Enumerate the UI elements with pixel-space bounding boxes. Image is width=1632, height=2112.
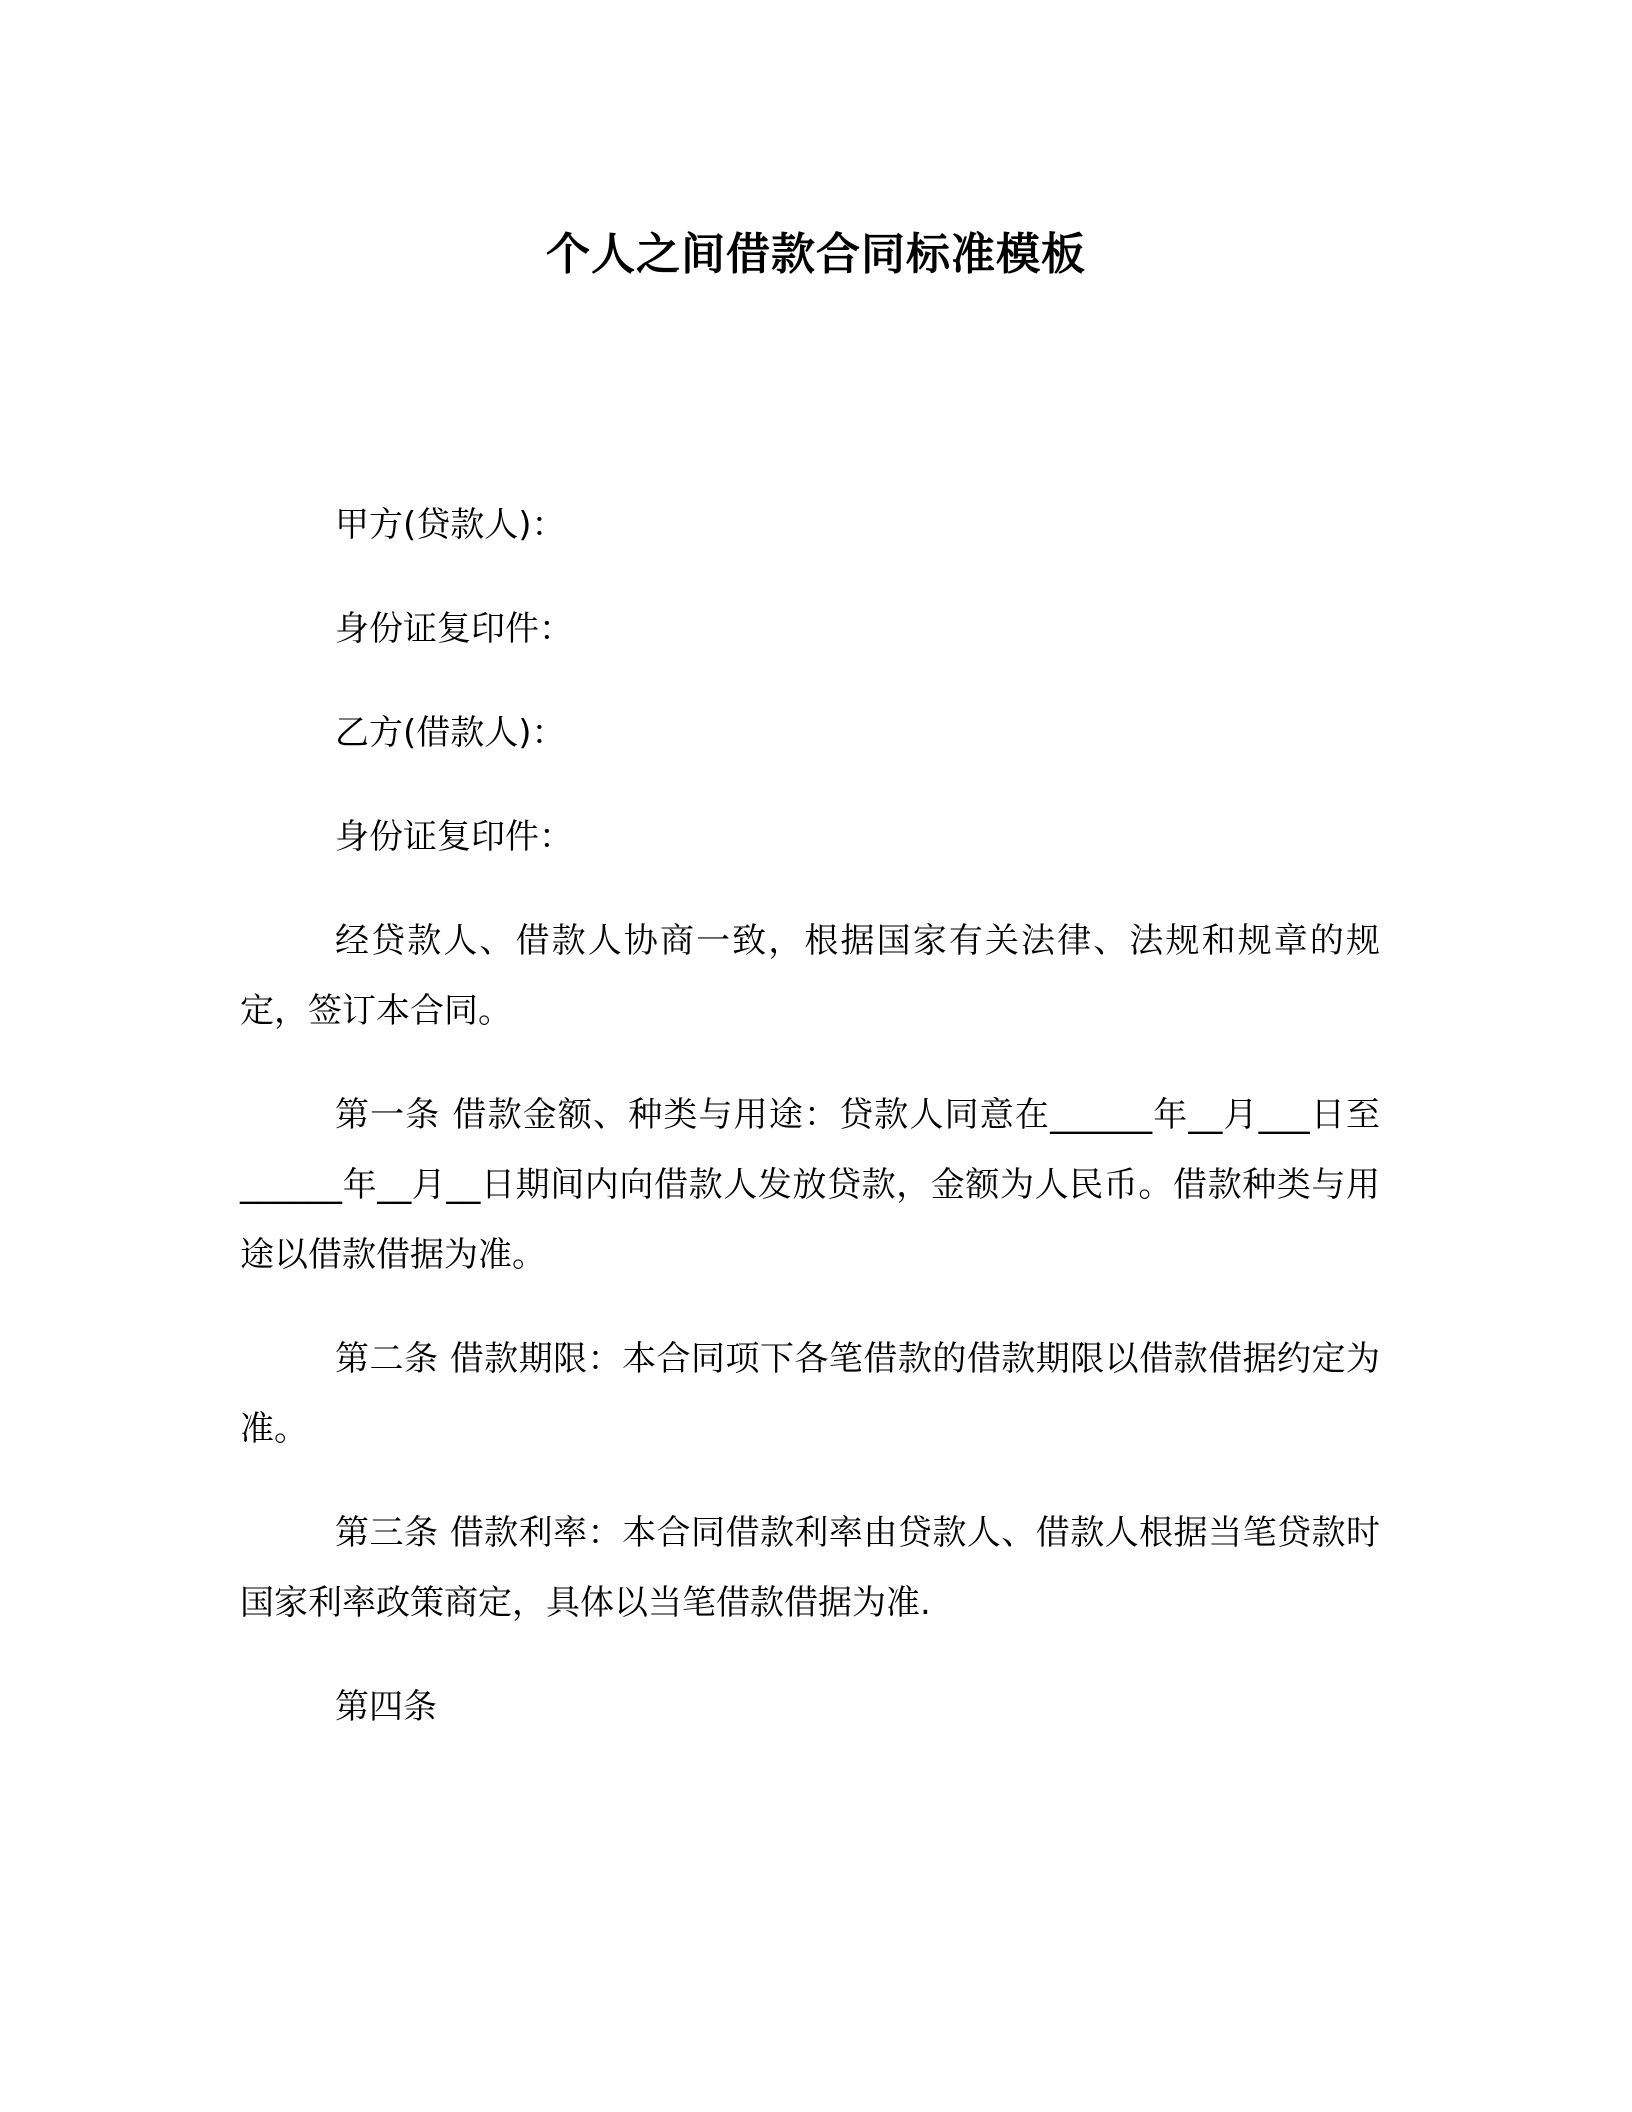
lender-id-copy-field: 身份证复印件： (335, 609, 573, 649)
clause-1-paragraph: 第一条 借款金额、种类与用途：贷款人同意在______年__月___日至______年__月__日期间内向借款人发放贷款，金额为人民币。借款种类与用途以借款借据为准。 (240, 1095, 1380, 1275)
clause-2-paragraph: 第二条 借款期限：本合同项下各笔借款的借款期限以借款借据约定为准。 (240, 1339, 1380, 1449)
document-body (240, 490, 1380, 1742)
borrower-id-copy-field: 身份证复印件： (335, 817, 573, 857)
lender-field: 甲方(贷款人)： (335, 505, 566, 545)
clause-3-paragraph: 第三条 借款利率：本合同借款利率由贷款人、借款人根据当笔贷款时国家利率政策商定，具体以当笔借款借据为准. (240, 1513, 1380, 1623)
preamble-paragraph: 经贷款人、借款人协商一致，根据国家有关法律、法规和规章的规定，签订本合同。 (240, 921, 1380, 1031)
clause-4-heading: 第四条 (335, 1687, 437, 1727)
document-title: 个人之间借款合同标准模板 (546, 229, 1086, 280)
borrower-field: 乙方(借款人)： (335, 713, 566, 753)
